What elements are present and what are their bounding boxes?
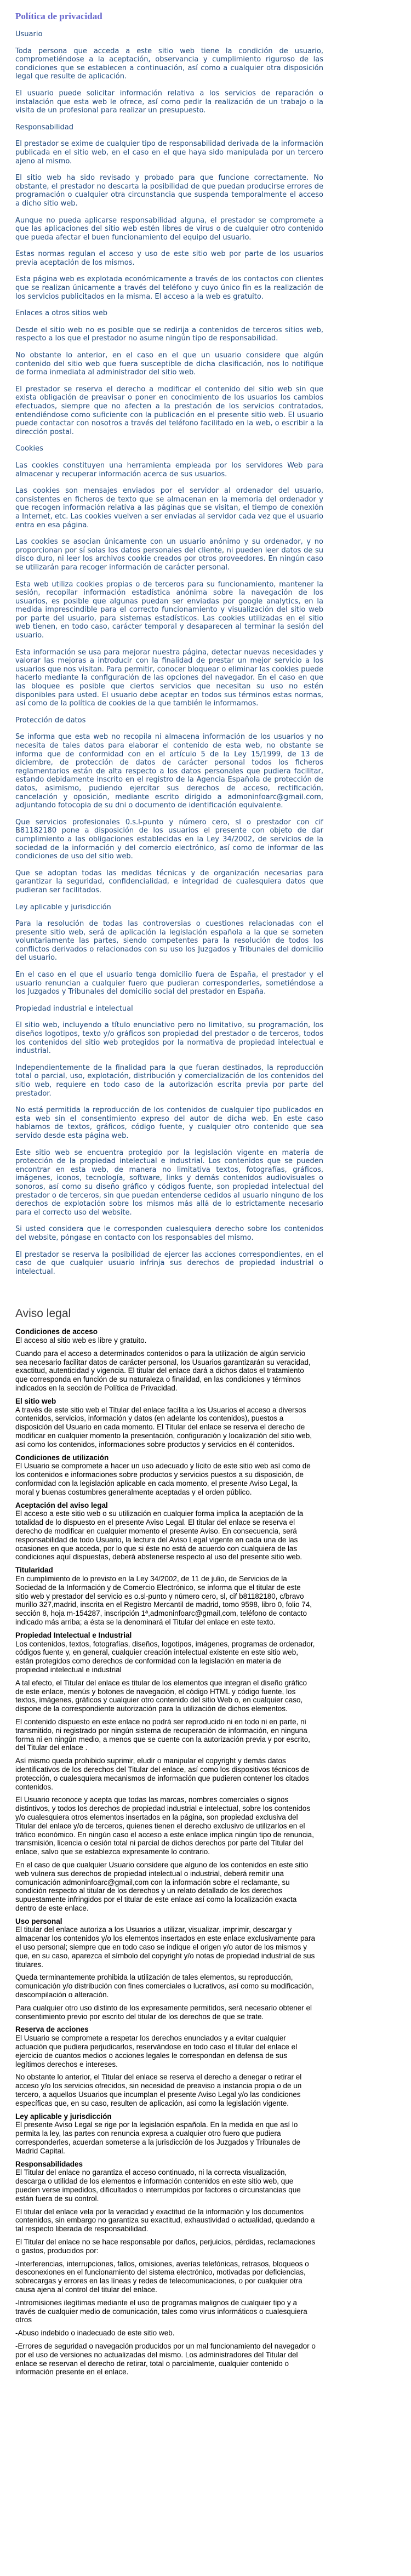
privacy-paragraph: El sitio web ha sido revisado y probado para que funcione correctamente. No obstante, el prestador no descarta la posibilidad de que puedan producirse errores de programación o cualquier otra circunstancia que suspenda temporalmente el acceso a dicho sitio web. — [15, 174, 323, 208]
privacy-paragraph: El prestador se reserva el derecho a modificar el contenido del sitio web sin que exista obligación de preavisar o poner en conocimiento de los usuarios los cambios efectuados, siempre que no afecten a la prestación de los servicios contratados, entendiéndose como suficiente con la publicación en el presente sitio web. El usuario puede contactar con nosotros a través del teléfono facilitado en la web, o escribir a la dirección postal. — [15, 385, 323, 436]
legal-paragraph: A tal efecto, el Titular del enlace es titular de los elementos que integran el diseño gráfico de este enlace, menús y botones de navegación, el código HTML y código fuente, los textos, imágenes, gráficos y cualquier otro contenido del sitio Web o, en cualquier caso, dispone de la correspondiente autorización para la utilización de dichos elementos. — [15, 1678, 307, 1713]
privacy-policy-section — [15, 30, 323, 1276]
legal-section — [15, 1327, 323, 1393]
privacy-paragraph: Las cookies se asocian únicamente con un usuario anónimo y su ordenador, y no proporcionan por sí solas los datos personales del cliente, ni pueden leer datos de su disco duro, ni leer los archivos cookie creados por otros proveedores. En ningún caso se utilizarán para recoger información de carácter personal. — [15, 538, 323, 572]
privacy-paragraph: Esta página web es explotada económicamente a través de los contactos con clientes que se realizan únicamente a través del teléfono y cuyo único fin es la realización de los servicios publicitados en la misma. El acceso a la web es gratuito. — [15, 275, 323, 301]
privacy-paragraph: En el caso en el que el usuario tenga domicilio fuera de España, el prestador y el usuario renuncian a cualquier fuero que pudieran corresponderles, sometiéndose a los Juzgados y Tribunales del domicilio social del prestador en España. — [15, 971, 323, 996]
legal-paragraph: El acceso al sitio web es libre y gratuito. — [15, 1336, 147, 1345]
privacy-paragraph: El prestador se exime de cualquier tipo de responsabilidad derivada de la información publicada en el sitio web, en el caso en el que haya sido manipulada por un tercero ajeno al mismo. — [15, 140, 323, 166]
legal-paragraph: El Titular del enlace no se hace responsable por daños, perjuicios, pérdidas, reclamaciones o gastos, producidos por: — [15, 2237, 316, 2255]
privacy-paragraph: Si usted considera que le corresponden cualesquiera derecho sobre los contenidos del website, póngase en contacto con los responsables del mismo. — [15, 1225, 323, 1242]
privacy-paragraph: Las cookies son mensajes enviados por el servidor al ordenador del usuario, consistentes en ficheros de texto que se almacenan en la memoria del ordenador y que recogen información relativa a las páginas que se visitan, el tiempo de conexión a Internet, etc. Las cookies vuelven a ser enviadas al servidor cada vez que el usuario entra en esa página. — [15, 487, 323, 529]
legal-section — [15, 1917, 323, 2021]
legal-paragraph: El contenido dispuesto en este enlace no podrá ser reproducido ni en todo ni en parte, ni transmitido, ni registrado por ningún sistema de recuperación de información, en ninguna forma ni en ningún medio, a menos que se cuente con la autorización previa y por escrito, del Titular del enlace . — [15, 1717, 311, 1752]
privacy-paragraph: No está permitida la reproducción de los contenidos de cualquier tipo publicados en esta web sin el consentimiento expreso del autor de dicha web. En este caso hablamos de textos, gráficos, código fuente, y cualquier otro contenido que sea servido desde esta página web. — [15, 1106, 323, 1140]
legal-paragraph: Para cualquier otro uso distinto de los expresamente permitidos, será necesario obtener el consentimiento previo por escrito del titular de los derechos de que se trate. — [15, 2003, 312, 2021]
legal-paragraph: En cumplimiento de lo previsto en la Ley 34/2002, de 11 de julio, de Servicios de la Sociedad de la Información y de Comercio Electrónico, se informa que el titular de este sitio web y prestador del servicio es o.sl-punto y número cero, sl, cif b81182180, c/bravo murillo 327,madrid, inscrita en el Registro Mercantil de madrid, tomo 9598, libro 0, folio 74, sección 8, hoja m-154287, inscripción 1ª,admoninfoarc@gmail,com, teléfono de contacto indicado más arriba; a ésta se la denominará el Titular del enlace en este texto. — [15, 1575, 312, 1626]
privacy-paragraph: Este sitio web se encuentra protegido por la legislación vigente en materia de protección de la propiedad intelectual e industrial. Los contenidos que se pueden encontrar en esta web, de manera no limitativa textos, fotografías, gráficos, imágenes, iconos, tecnología, software, links y demás contenidos audiovisuales o sonoros, así como su diseño gráfico y códigos fuente, son propiedad intelectual del prestador o de terceros, sin que puedan entenderse cedidos al usuario ninguno de los derechos de explotación sobre los mismos más allá de lo estrictamente necesario para el correcto uso del website. — [15, 1148, 323, 1217]
legal-paragraph: -Abuso indebido o inadecuado de este sitio web. — [15, 2329, 175, 2338]
legal-notice-title: Aviso legal — [15, 1307, 71, 1320]
legal-subheading: El sitio web — [15, 1397, 56, 1405]
legal-section — [15, 1631, 323, 1913]
privacy-paragraph: Desde el sitio web no es posible que se redirija a contenidos de terceros sitios web, respecto a los que el prestador no asume ningún tipo de responsabilidad. — [15, 326, 323, 343]
legal-subheading: Ley aplicable y jurisdicción — [15, 2112, 112, 2121]
privacy-subheading: Usuario — [15, 30, 43, 38]
privacy-paragraph: No obstante lo anterior, en el caso en el que un usuario considere que algún contenido del sitio web que fuera susceptible de dicha clasificación, nos lo notifique de forma inmediata al administrador del sitio web. — [15, 351, 323, 377]
privacy-paragraph: Se informa que esta web no recopila ni almacena información de los usuarios y no necesita de tales datos para elaborar el contenido de esta web, no obstante se informa que de conformidad con en el artículo 5 de la Ley 15/1999, de 13 de diciembre, de protección de datos de carácter personal todos los ficheros reglamentarios están de alta respecto a los datos personales que pudiera facilitar, estando debidamente inscrito en el registro de la Agencia Española de protección de datos, asimismo, pudiendo ejercitar sus derechos de acceso, rectificación, cancelación y oposición, mediante escrito dirigido a admoninfoarc@gmail.com, adjuntando fotocopia de su dni o documento de identificación equivalente. — [15, 733, 323, 810]
legal-paragraph: -Intromisiones ilegítimas mediante el uso de programas malignos de cualquier tipo y a través de cualquier medio de comunicación, tales como virus informáticos o cualesquiera otros — [15, 2298, 307, 2324]
privacy-paragraph: Que se adoptan todas las medidas técnicas y de organización necesarias para garantizar la seguridad, confidencialidad, e integridad de cualesquiera datos que pudieran ser facilitados. — [15, 869, 323, 894]
legal-paragraph: Cuando para el acceso a determinados contenidos o para la utilización de algún servicio sea necesario facilitar datos de carácter personal, los Usuarios garantizarán su veracidad, exactitud, autenticidad y vigencia. El titular del enlace dará a dichos datos el tratamiento que corresponda en función de su naturaleza o finalidad, en las condiciones y términos indicados en la sección de Política de Privacidad. — [15, 1349, 311, 1393]
legal-paragraph: Así mismo queda prohibido suprimir, eludir o manipular el copyright y demás datos identificativos de los derechos del Titular del enlace, así como los dispositivos técnicos de protección, o cualesquiera mecanismos de información que pudieren contener los citados contenidos. — [15, 1757, 310, 1791]
privacy-subheading: Responsabilidad — [15, 123, 73, 132]
legal-paragraph: Los contenidos, textos, fotografías, diseños, logotipos, imágenes, programas de ordenador, códigos fuente y, en general, cualquier creación intelectual existente en este sitio web, están protegidos como derechos de conformidad con la legislación en materia de propiedad intelectual e industrial — [15, 1639, 315, 1674]
privacy-paragraph: Esta información se usa para mejorar nuestra página, detectar nuevas necesidades y valorar las mejoras a introducir con la finalidad de prestar un mejor servicio a los usuarios que nos visitan. Para permitir, conocer bloquear o eliminar las cookies puede hacerlo mediante la configuración de las opciones del navegador. En el caso en que las bloquee es posible que ciertos servicios que necesitan su uso no estén disponibles para usted. El usuario debe aceptar en todos sus términos estas normas, así como de la política de cookies de la que también le informamos. — [15, 648, 323, 708]
legal-section — [15, 1454, 323, 1497]
legal-section — [15, 2112, 323, 2156]
privacy-subheading: Protección de datos — [15, 716, 86, 725]
legal-section — [15, 2025, 323, 2107]
legal-paragraph: -Errores de seguridad o navegación producidos por un mal funcionamiento del navegador o por el uso de versiones no actualizadas del mismo. Los administradores del Titular del enlace se reservan el derecho de retirar, total o parcialmente, cualquier contenido o información presente en el enlace. — [15, 2341, 316, 2376]
privacy-paragraph: El prestador se reserva la posibilidad de ejercer las acciones correspondientes, en el caso de que cualquier usuario infrinja sus derechos de propiedad industrial o intelectual. — [15, 1250, 323, 1276]
legal-paragraph: El titular del enlace vela por la veracidad y exactitud de la información y los documentos contenidos, sin embargo no garantiza su exactitud, exhaustividad o actualidad, quedando a tal respecto liberada de responsabilidad. — [15, 2207, 315, 2233]
privacy-paragraph: Para la resolución de todas las controversias o cuestiones relacionadas con el presente sitio web, será de aplicación la legislación española a la que se someten voluntariamente las partes, siendo competentes para la resolución de todos los conflictos derivados o relacionados con su uso los Juzgados y Tribunales del domicilio del usuario. — [15, 920, 323, 962]
legal-paragraph: El Usuario se compromete a hacer un uso adecuado y lícito de este sitio web así como de los contenidos e informaciones sobre productos y servicios puestos a su disposición, de conformidad con la legislación aplicable en cada momento, el presente Aviso Legal, la moral y buenas costumbres generalmente aceptadas y el orden público. — [15, 1462, 311, 1496]
legal-subheading: Aceptación del aviso legal — [15, 1501, 108, 1509]
legal-subheading: Titularidad — [15, 1566, 53, 1575]
legal-subheading: Uso personal — [15, 1917, 62, 1925]
privacy-paragraph: Independientemente de la finalidad para la que fueran destinados, la reproducción total o parcial, uso, explotación, distribución y comercialización de los contenidos del sitio web, requiere en todo caso de la autorización escrita previa por parte del prestador. — [15, 1063, 323, 1098]
legal-paragraph: El titular del enlace autoriza a los Usuarios a utilizar, visualizar, imprimir, descargar y almacenar los contenidos y/o los elementos insertados en este enlace exclusivamente para el uso personal; siempre que en todo caso se indique el origen y/o autor de los mismos y que, en su caso, aparezca el símbolo del copyright y/o notas de propiedad industrial de sus titulares. — [15, 1925, 316, 1969]
privacy-subheading: Cookies — [15, 444, 43, 453]
legal-subheading: Condiciones de utilización — [15, 1453, 109, 1462]
legal-subheading: Condiciones de acceso — [15, 1327, 98, 1336]
privacy-subheading: Propiedad industrial e intelectual — [15, 1004, 133, 1013]
legal-paragraph: El Usuario reconoce y acepta que todas las marcas, nombres comerciales o signos distintivos, y todos los derechos de propiedad industrial e intelectual, sobre los contenidos y/o cualesquiera otros elementos insertados en la página, son propiedad exclusiva del Titular del enlace y/o de terceros, quienes tienen el derecho exclusivo de utilizarlos en el tráfico económico. En ningún caso el acceso a este enlace implica ningún tipo de renuncia, transmisión, licencia o cesión total ni parcial de dichos derechos por parte del Titular del enlace, salvo que se establezca expresamente lo contrario. — [15, 1796, 314, 1856]
legal-section — [15, 2160, 323, 2377]
privacy-paragraph: Esta web utiliza cookies propias o de terceros para su funcionamiento, mantener la sesión, recopilar información estadística anónima sobre la navegación de los usuarios, es posible que algunas puedan ser enviadas por google analytics, en la medida imprescindible para el correcto funcionamiento y visualización del sitio web por parte del usuario, para sistemas estadísticos. Las cookies utilizadas en el sitio web tienen, en todo caso, carácter temporal y desaparecen al terminar la sesión del usuario. — [15, 580, 323, 640]
legal-section — [15, 1566, 323, 1627]
legal-paragraph: El Titular del enlace no garantiza el acceso continuado, ni la correcta visualización, descarga o utilidad de los elementos e información contenidos en este sitio web, que pueden verse impedidos, dificultados o interrumpidos por factores o circunstancias que están fuera de su control. — [15, 2168, 301, 2203]
legal-paragraph: A través de este sitio web el Titular del enlace facilita a los Usuarios el acceso a diversos contenidos, servicios, información y datos (en adelante los contenidos), puestos a disposición del Usuario en cada momento. El Titular del enlace se reserva el derecho de modificar en cualquier momento la presentación, configuración y localización del sitio web, así como los contenidos, informaciones sobre productos y servicios en él contenidos. — [15, 1405, 312, 1449]
privacy-paragraph: El sitio web, incluyendo a título enunciativo pero no limitativo, su programación, los diseños logotipos, texto y/o gráficos son propiedad del prestador o de terceros, todos los contenidos del sitio web protegidos por la normativa de propiedad intelectual e industrial. — [15, 1021, 323, 1056]
legal-paragraph: El presente Aviso Legal se rige por la legislación española. En la medida en que así lo permita la ley, las partes con renuncia expresa a cualquier otro fuero que pudiera corresponderles, acuerdan someterse a la jurisdicción de los Juzgados y Tribunales de Madrid Capital. — [15, 2121, 301, 2155]
legal-section — [15, 1501, 323, 1562]
privacy-subheading: Ley aplicable y jurisdicción — [15, 903, 111, 911]
legal-subheading: Reserva de acciones — [15, 2025, 89, 2034]
legal-subheading: Responsabilidades — [15, 2159, 83, 2168]
legal-notice-section — [15, 1327, 323, 2376]
legal-subheading: Propiedad Intelectual e Industrial — [15, 1631, 132, 1639]
legal-section — [15, 1397, 323, 1449]
privacy-subheading: Enlaces a otros sitios web — [15, 309, 107, 318]
privacy-policy-title: Política de privacidad — [15, 11, 102, 21]
legal-paragraph: El Usuario se compromete a respetar los derechos enunciados y a evitar cualquier actuación que pudiera perjudicarlos, reservándose en todo caso el titular del enlace el ejercicio de cuantos medios o acciones legales le correspondan en defensa de sus legítimos derechos e intereses. — [15, 2034, 298, 2068]
legal-paragraph: El acceso a este sitio web o su utilización en cualquier forma implica la aceptación de la totalidad de lo dispuesto en el presente Aviso Legal. El titular del enlace se reserva el derecho de modificar en cualquier momento el presente Aviso. En consecuencia, será responsabilidad de todo Usuario, la lectura del Aviso Legal vigente en cada una de las ocasiones en que acceda, por lo que si éste no está de acuerdo con cualquiera de las condiciones aquí dispuestas, deberá abstenerse respecto al uso del presente sitio web. — [15, 1509, 304, 1561]
legal-paragraph: Queda terminantemente prohibida la utilización de tales elementos, su reproducción, comunicación y/o distribución con fines comerciales o lucrativos, así como su modificación, descompilación o alteración. — [15, 1973, 314, 1999]
privacy-paragraph: Toda persona que acceda a este sitio web tiene la condición de usuario, comprometiéndose a la aceptación, observancia y cumplimiento riguroso de las condiciones que se establecen a continuación, así como a cualquier otra disposición legal que resulte de aplicación. — [15, 47, 323, 81]
legal-paragraph: -Interferencias, interrupciones, fallos, omisiones, averías telefónicas, retrasos, bloqueos o desconexiones en el funcionamiento del sistema electrónico, motivadas por deficiencias, sobrecargas y errores en las líneas y redes de telecomunicaciones, o por cualquier otra causa ajena al control del titular del enlace. — [15, 2259, 309, 2294]
legal-paragraph: No obstante lo anterior, el Titular del enlace se reserva el derecho a denegar o retirar el acceso y/o los servicios ofrecidos, sin necesidad de preaviso a instancia propia o de un tercero, a aquellos Usuarios que incumplan el presente Aviso Legal y/o las condiciones específicas que, en su caso, resulten de aplicación, así como la legislación vigente. — [15, 2073, 302, 2107]
privacy-paragraph: El usuario puede solicitar información relativa a los servicios de reparación o instalación que esta web le ofrece, así como pedir la realización de un trabajo o la visita de un profesional para realizar un presupuesto. — [15, 89, 323, 115]
privacy-paragraph: Que servicios profesionales 0.s.l-punto y número cero, sl o prestador con cif B81182180 pone a disposición de los usuarios el presente con objeto de dar cumplimiento a las obligaciones establecidas en la Ley 34/2002, de servicios de la sociedad de la información y del comercio electrónico, así como de informar de las condiciones de uso del sitio web. — [15, 818, 323, 861]
legal-paragraph: En el caso de que cualquier Usuario considere que alguno de los contenidos en este sitio web vulnera sus derechos de propiedad intelectual o industrial, deberá remitir una comunicación admoninfoarc@gmail,com con la información sobre el reclamante, su condición respecto al titular de los derechos y un relato detallado de los derechos supuestamente infringidos por el titular de este enlace así como la localización exacta dentro de este enlace. — [15, 1860, 309, 1912]
privacy-paragraph: Las cookies constituyen una herramienta empleada por los servidores Web para almacenar y recuperar información acerca de sus usuarios. — [15, 461, 323, 478]
privacy-paragraph: Estas normas regulan el acceso y uso de este sitio web por parte de los usuarios previa aceptación de los mismos. — [15, 250, 323, 267]
privacy-paragraph: Aunque no pueda aplicarse responsabilidad alguna, el prestador se compromete a que las aplicaciones del sitio web estén libres de virus o de cualquier otro contenido que pueda afectar el buen funcionamiento del equipo del usuario. — [15, 216, 323, 242]
